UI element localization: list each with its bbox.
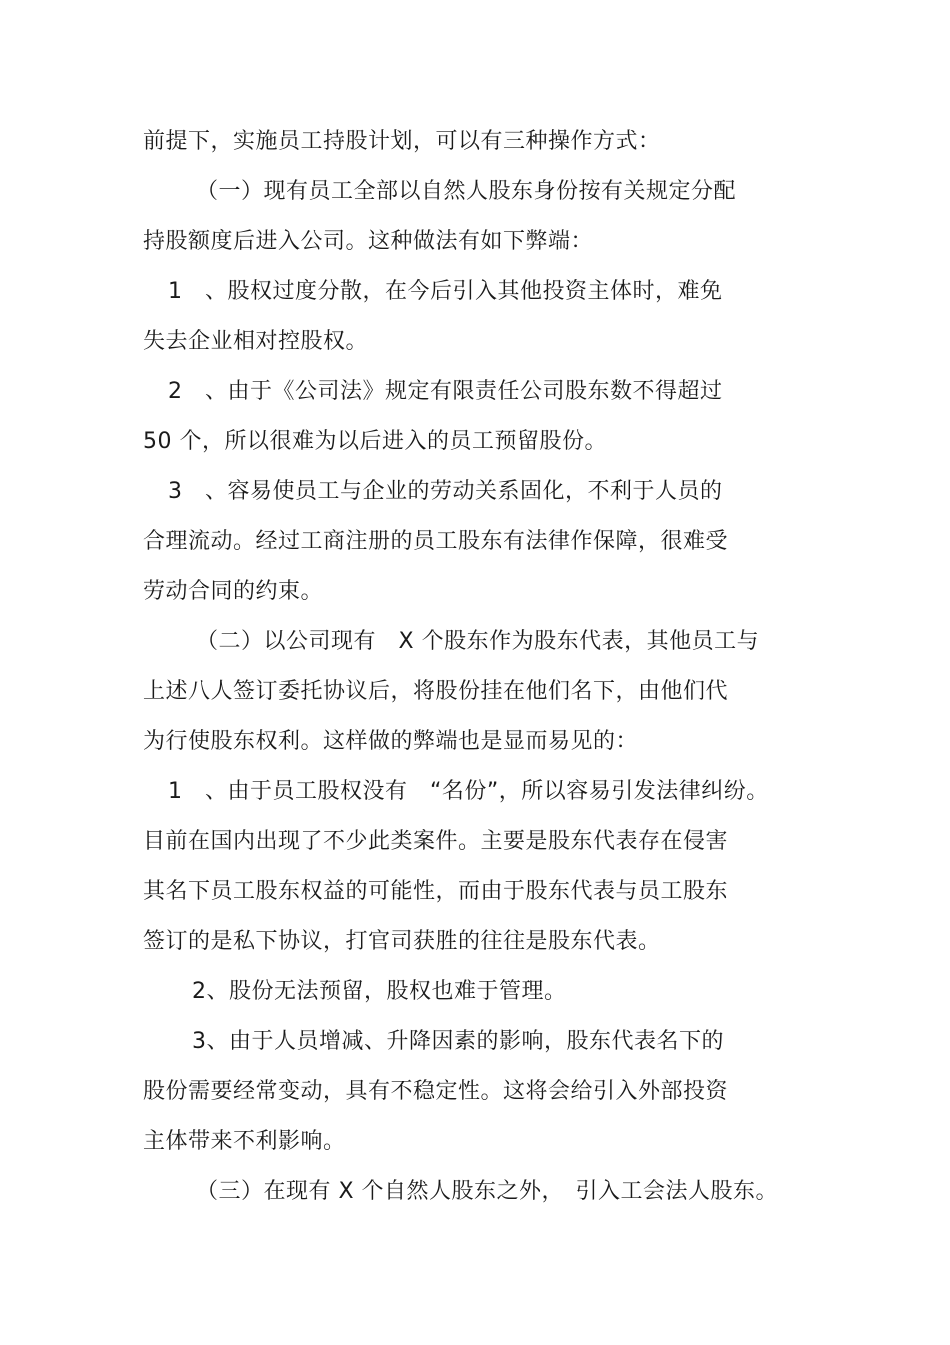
text-line-14: 1 、由于员工股权没有 “名份”，所以容易引发法律纠纷。 [168, 779, 769, 804]
text-line-17: 签订的是私下协议，打官司获胜的往往是股东代表。 [143, 929, 661, 954]
text-line-21: 主体带来不利影响。 [143, 1129, 346, 1154]
text-line-19: 3、由于人员增减、升降因素的影响，股东代表名下的 [192, 1029, 724, 1054]
text-line-18: 2、股份无法预留，股权也难于管理。 [192, 979, 567, 1004]
text-line-3: 持股额度后进入公司。这种做法有如下弊端： [143, 229, 594, 254]
text-line-4: 1 、股权过度分散，在今后引入其他投资主体时，难免 [168, 279, 723, 304]
text-line-2: （一）现有员工全部以自然人股东身份按有关规定分配 [196, 179, 737, 204]
text-line-13: 为行使股东权利。这样做的弊端也是显而易见的： [143, 729, 639, 754]
text-line-11: （二）以公司现有 X 个股东作为股东代表，其他员工与 [196, 629, 760, 654]
text-line-15: 目前在国内出现了不少此类案件。主要是股东代表存在侵害 [143, 829, 729, 854]
text-line-5: 失去企业相对控股权。 [143, 329, 369, 354]
text-line-9: 合理流动。经过工商注册的员工股东有法律作保障，很难受 [143, 529, 729, 554]
text-line-8: 3 、容易使员工与企业的劳动关系固化，不利于人员的 [168, 479, 723, 504]
text-line-6: 2 、由于《公司法》规定有限责任公司股东数不得超过 [168, 379, 723, 404]
text-line-22: （三）在现有 X 个自然人股东之外， 引入工会法人股东。 [196, 1179, 779, 1204]
text-line-1: 前提下，实施员工持股计划，可以有三种操作方式： [143, 129, 661, 154]
text-line-12: 上述八人签订委托协议后，将股份挂在他们名下，由他们代 [143, 679, 729, 704]
text-line-10: 劳动合同的约束。 [143, 579, 324, 604]
text-line-16: 其名下员工股东权益的可能性，而由于股东代表与员工股东 [143, 879, 729, 904]
text-line-7: 50 个，所以很难为以后进入的员工预留股份。 [143, 429, 607, 454]
text-line-20: 股份需要经常变动，具有不稳定性。这将会给引入外部投资 [143, 1079, 729, 1104]
